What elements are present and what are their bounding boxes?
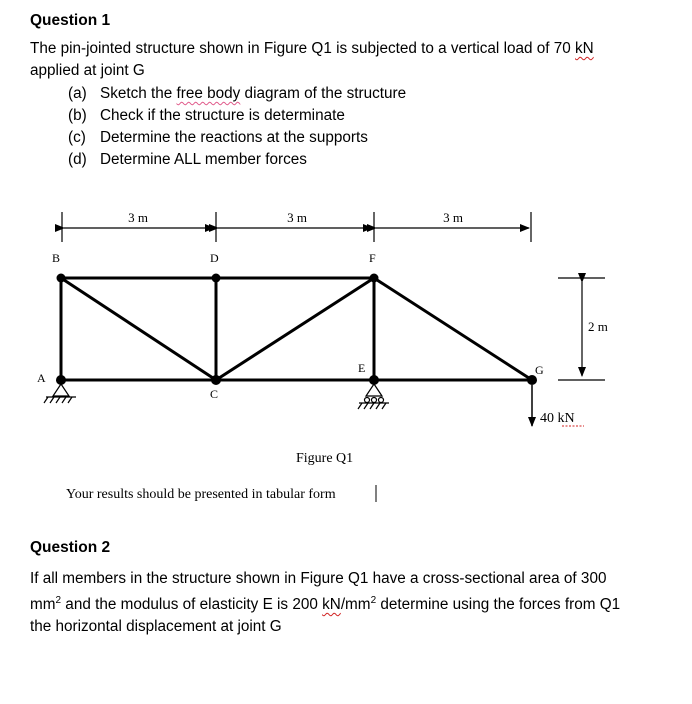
member-BC	[61, 278, 216, 380]
figure-caption: Figure Q1	[296, 451, 354, 466]
q1-item-a	[68, 85, 407, 103]
item-text: Determine the reactions at the supports	[100, 129, 368, 146]
truss-members	[61, 278, 532, 380]
label-B: B	[52, 251, 61, 265]
roller-support-icon	[358, 384, 389, 409]
item-text: Check if the structure is determinate	[100, 107, 345, 124]
q2-body	[30, 568, 638, 638]
figure-note: Your results should be presented in tabular form	[66, 487, 336, 502]
label-A: A	[37, 371, 46, 385]
item-text: diagram of the structure	[240, 85, 407, 102]
item-text-marked: free body	[176, 85, 241, 102]
q1-item-d	[68, 151, 307, 169]
superscript: 2	[55, 595, 62, 606]
label-D: D	[210, 251, 219, 265]
q2-text: /mm	[340, 596, 371, 614]
q2-unit: kN	[322, 596, 341, 614]
load-value: 40	[540, 411, 558, 426]
item-number: (b)	[68, 107, 87, 124]
q2-text: and the modulus of elasticity E is 200	[61, 596, 323, 614]
superscript: 2	[370, 595, 377, 606]
q1-item-b	[68, 107, 345, 125]
q2-heading: Question 2	[30, 539, 111, 556]
label-G: G	[535, 363, 544, 377]
q1-item-c	[68, 129, 368, 147]
item-text: Sketch the	[100, 85, 177, 102]
dim-label-1: 3 m	[128, 210, 148, 225]
item-number: (d)	[68, 151, 87, 168]
joint-C	[211, 375, 221, 385]
label-E: E	[358, 361, 366, 375]
pin-support-icon	[44, 384, 76, 403]
member-CF	[216, 278, 374, 380]
q1-heading: Question 1	[30, 12, 111, 29]
q2-text: determine using the forces from Q1 the horizontal displacement at joint G	[30, 596, 621, 636]
q1-intro-unit: kN	[575, 40, 594, 57]
item-text: Determine ALL member forces	[100, 151, 307, 168]
height-label: 2 m	[588, 319, 608, 334]
dim-label-3: 3 m	[443, 210, 463, 225]
truss-figure	[0, 195, 692, 510]
joint-B	[57, 274, 66, 283]
joint-D	[212, 274, 221, 283]
member-FG	[374, 278, 532, 380]
q1-intro-text: The pin-jointed structure shown in Figure Q1 is subjected to a vertical load of 70	[30, 40, 576, 57]
label-F: F	[369, 251, 376, 265]
q2-text: If all members in the structure shown in Figure Q1 have a cross-sectional area of 300 mm	[30, 570, 607, 614]
q1-intro	[30, 38, 670, 82]
load-unit: kN	[557, 411, 575, 426]
item-number: (c)	[68, 129, 86, 146]
q1-intro-text-2: applied at joint G	[30, 62, 145, 79]
dim-label-2: 3 m	[287, 210, 307, 225]
item-number: (a)	[68, 85, 87, 102]
joint-F	[370, 274, 379, 283]
load-label	[540, 411, 575, 426]
label-C: C	[210, 387, 219, 401]
